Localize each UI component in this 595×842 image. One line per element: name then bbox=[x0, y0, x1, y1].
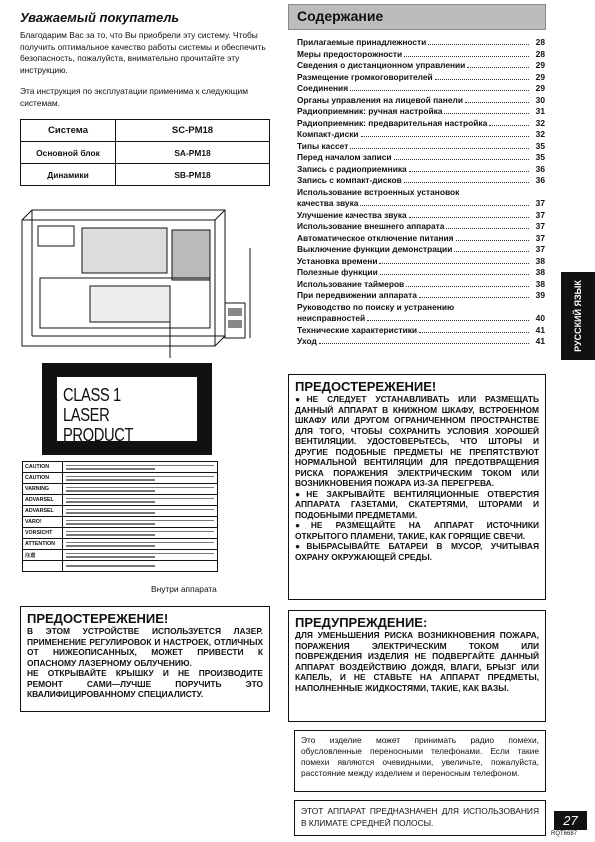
toc-leader bbox=[419, 291, 529, 298]
toc-item-label: Использование таймеров bbox=[297, 278, 405, 289]
toc-leader bbox=[350, 84, 529, 91]
toc-item-label: Запись с компакт-дисков bbox=[297, 175, 402, 185]
laser-label-line: CLASS 1 bbox=[63, 385, 121, 405]
table-row bbox=[21, 142, 270, 164]
caution-tag: VORSICHT bbox=[23, 528, 63, 539]
greeting-title: Уважаемый покупатель bbox=[20, 10, 180, 25]
toc-leader bbox=[404, 50, 529, 57]
toc-item bbox=[297, 325, 545, 337]
toc-item bbox=[297, 290, 545, 302]
toc-item bbox=[297, 152, 545, 164]
toc-item-page: 31 bbox=[535, 106, 545, 116]
toc-item bbox=[297, 37, 545, 49]
table-row bbox=[23, 506, 218, 517]
table-row bbox=[21, 164, 270, 186]
table-row bbox=[23, 539, 218, 550]
toc-item bbox=[297, 233, 545, 245]
document-code: RQT6687 bbox=[551, 831, 578, 837]
toc-leader bbox=[409, 165, 529, 172]
toc-leader bbox=[456, 234, 529, 241]
toc-item-label: Компакт-диски bbox=[297, 129, 359, 139]
table-cell: Динамики bbox=[21, 164, 116, 186]
toc-item bbox=[297, 302, 545, 314]
warning-title: ПРЕДОСТЕРЕЖЕНИЕ! bbox=[295, 379, 437, 394]
toc-item-page: 32 bbox=[535, 117, 545, 128]
table-row bbox=[23, 484, 218, 495]
language-tab bbox=[561, 272, 595, 360]
toc-item bbox=[297, 187, 545, 199]
toc-item-label: Использование встроенных установок bbox=[297, 186, 460, 197]
toc-item bbox=[297, 106, 545, 118]
warning-bullet: ●НЕ РАЗМЕЩАЙТЕ НА АППАРАТ ИСТОЧНИКИ ОТКРЫТОГО ПЛАМЕНИ, ТАКИЕ, КАК ГОРЯЩИЕ СВЕЧИ. bbox=[295, 520, 539, 541]
toc-item-page: 28 bbox=[535, 37, 545, 47]
table-cell: SB-PM18 bbox=[116, 164, 270, 186]
toc-item-page: 35 bbox=[535, 140, 545, 151]
toc-leader bbox=[380, 268, 529, 275]
caution-tag: ATTENTION bbox=[23, 539, 63, 550]
toc-leader bbox=[435, 73, 529, 80]
toc-item-page: 37 bbox=[535, 209, 545, 220]
toc-leader bbox=[465, 96, 529, 103]
toc-item bbox=[297, 129, 545, 141]
toc-leader bbox=[428, 38, 529, 45]
toc-item-label: Органы управления на лицевой панели bbox=[297, 94, 463, 105]
table-row bbox=[23, 550, 218, 561]
table-row bbox=[23, 495, 218, 506]
table-row bbox=[23, 528, 218, 539]
caution-tag: VARNING bbox=[23, 484, 63, 495]
caution-tag: ADVARSEL bbox=[23, 495, 63, 506]
toc-item-label: Сведения о дистанционном управлении bbox=[297, 60, 466, 70]
toc-item-label: Технические характеристики bbox=[297, 324, 418, 335]
toc-item-page: 29 bbox=[535, 83, 545, 93]
toc-item-label: Запись с радиоприемника bbox=[297, 163, 407, 174]
toc-title: Содержание bbox=[297, 8, 384, 24]
toc-item-page: 38 bbox=[535, 278, 545, 289]
toc-leader bbox=[444, 107, 529, 114]
warning-title: ПРЕДУПРЕЖДЕНИЕ: bbox=[295, 615, 428, 630]
toc-item-label: неисправностей bbox=[297, 313, 366, 323]
toc-item bbox=[297, 49, 545, 61]
laser-warning-box bbox=[20, 606, 270, 712]
warning-title: ПРЕДОСТЕРЕЖЕНИЕ! bbox=[27, 611, 169, 626]
toc-item-page: 38 bbox=[535, 255, 545, 266]
toc-leader bbox=[467, 61, 529, 68]
caution-tag: 注意 bbox=[23, 550, 63, 561]
laser-label-line: LASER PRODUCT bbox=[63, 405, 134, 445]
warning-paragraph: ДЛЯ УМЕНЬШЕНИЯ РИСКА ВОЗНИКНОВЕНИЯ ПОЖАРА, ПОРАЖЕНИЯ ЭЛЕКТРИЧЕСКИМ ТОКОМ ИЛИ ПОВРЕЖДЕНИЯ ИЗДЕЛИЯ НЕ ПОДВЕРГАЙТЕ ДАННЫЙ АППАРАТ ВОЗДЕЙСТВИЮ ДОЖДЯ, ВЛАГИ, БРЫЗГ ИЛИ КАПЕЛЬ, И НЕ СТАВЬТЕ НА АППАРАТ ПРЕДМЕТЫ, НАПОЛНЕННЫЕ ЖИДКОСТЯМИ, ТАКИЕ, КАК ВАЗЫ. bbox=[295, 630, 539, 693]
toc-item bbox=[297, 72, 545, 84]
toc-item bbox=[297, 221, 545, 233]
toc-item-label: Размещение громкоговорителей bbox=[297, 71, 433, 82]
toc-item-label: Использование внешнего аппарата bbox=[297, 221, 445, 231]
toc-item bbox=[297, 336, 545, 348]
warning-bullet: ●ВЫБРАСЫВАЙТЕ БАТАРЕИ В МУСОР, УЧИТЫВАЯ ОХРАНУ ОКРУЖАЮЩЕЙ СРЕДЫ. bbox=[295, 541, 539, 562]
table-of-contents bbox=[297, 37, 545, 348]
toc-item-label: Типы кассет bbox=[297, 140, 349, 151]
figure-caption: Внутри аппарата bbox=[151, 584, 217, 594]
table-cell: Основной блок bbox=[21, 142, 116, 164]
toc-leader bbox=[404, 176, 529, 183]
page-number: 27 bbox=[554, 811, 587, 830]
greeting-text: Благодарим Вас за то, что Вы приобрели эту систему. Чтобы получить оптимальное качество работы системы и обеспечить безопасность, пожалуйста, внимательно прочитайте эту инструкцию. bbox=[20, 30, 266, 75]
toc-item-page: 41 bbox=[535, 336, 545, 346]
toc-item bbox=[297, 256, 545, 268]
caution-tag: ADVARSEL bbox=[23, 506, 63, 517]
toc-item-page: 37 bbox=[535, 221, 545, 231]
toc-leader bbox=[367, 314, 529, 321]
toc-item bbox=[297, 175, 545, 187]
toc-item-label: Прилагаемые принадлежности bbox=[297, 37, 427, 47]
toc-item bbox=[297, 267, 545, 279]
toc-leader bbox=[409, 211, 529, 218]
toc-leader bbox=[394, 153, 529, 160]
toc-item bbox=[297, 164, 545, 176]
toc-item bbox=[297, 141, 545, 153]
table-row bbox=[23, 473, 218, 484]
toc-item-page: 36 bbox=[535, 163, 545, 174]
toc-item-label: Радиоприемник: ручная настройка bbox=[297, 106, 443, 116]
toc-leader bbox=[446, 222, 529, 229]
toc-item-page: 37 bbox=[535, 198, 545, 208]
table-row bbox=[23, 561, 218, 572]
toc-item-label: Автоматическое отключение питания bbox=[297, 232, 454, 243]
toc-item-page: 29 bbox=[535, 71, 545, 82]
toc-item-page: 35 bbox=[535, 152, 545, 162]
toc-item-page: 32 bbox=[535, 129, 545, 139]
caution-tag: VARO! bbox=[23, 517, 63, 528]
system-table bbox=[20, 119, 270, 186]
toc-item bbox=[297, 95, 545, 107]
toc-item bbox=[297, 244, 545, 256]
toc-leader bbox=[489, 119, 529, 126]
toc-leader bbox=[406, 280, 529, 287]
toc-item-page: 37 bbox=[535, 232, 545, 243]
language-tab-label: РУССКИЙ ЯЗЫК bbox=[573, 280, 583, 352]
toc-item-page: 29 bbox=[535, 60, 545, 70]
toc-item-label: качества звука bbox=[297, 198, 359, 208]
toc-leader bbox=[319, 337, 529, 344]
warning-bullet: ●НЕ СЛЕДУЕТ УСТАНАВЛИВАТЬ ИЛИ РАЗМЕЩАТЬ ДАННЫЙ АППАРАТ В КНИЖНОМ ШКАФУ, ВСТРОЕННОМ ШКАФУ ИЛИ ДРУГОМ ОГРАНИЧЕННОМ ПРОСТРАНСТВЕ ДЛЯ ТОГО, ЧТОБЫ СОХРАНИТЬ УСЛОВИЯ ХОРОШЕЙ ВЕНТИЛЯЦИИ. УДОСТОВЕРЬТЕСЬ, ЧТО ШТОРЫ И ДРУГИЕ ПОДОБНЫЕ ПРЕДМЕТЫ НЕ ПРЕПЯТСТВУЮТ НОРМАЛЬНОЙ ВЕНТИЛЯЦИИ ДЛЯ ПРЕДОТВРАЩЕНИЯ РИСКА ПОРАЖЕНИЯ ЭЛЕКТРИЧЕСКИМ ТОКОМ ИЛИ ВОЗНИКНОВЕНИЯ ПОЖАРА ИЗ-ЗА ПЕРЕГРЕВА. bbox=[295, 394, 539, 488]
toc-item-page: 41 bbox=[535, 324, 545, 335]
toc-item-page: 28 bbox=[535, 48, 545, 59]
toc-item-page: 36 bbox=[535, 175, 545, 185]
climate-note: ЭТОТ АППАРАТ ПРЕДНАЗНАЧЕН ДЛЯ ИСПОЛЬЗОВАНИЯ В КЛИМАТЕ СРЕДНЕЙ ПОЛОСЫ. bbox=[294, 800, 546, 836]
system-table-header: SC-PM18 bbox=[116, 120, 270, 142]
system-table-header-row bbox=[21, 120, 270, 142]
toc-leader bbox=[361, 130, 529, 137]
laser-class-label bbox=[42, 363, 212, 455]
warning-bullet: ●НЕ ЗАКРЫВАЙТЕ ВЕНТИЛЯЦИОННЫЕ ОТВЕРСТИЯ АППАРАТА ГАЗЕТАМИ, СКАТЕРТЯМИ, ШТОРАМИ И ПОДОБНЫМИ ПРЕДМЕТАМИ. bbox=[295, 488, 539, 520]
toc-item-label: Выключение функции демонстрации bbox=[297, 244, 453, 254]
toc-leader bbox=[419, 326, 529, 333]
toc-item bbox=[297, 83, 545, 95]
table-row bbox=[23, 462, 218, 473]
toc-item-label: Перед началом записи bbox=[297, 152, 392, 162]
toc-item-label: Установка времени bbox=[297, 255, 378, 266]
caution-tag: CAUTION bbox=[23, 462, 63, 473]
toc-item-page: 30 bbox=[535, 94, 545, 105]
toc-leader bbox=[379, 257, 529, 264]
moisture-warning-box bbox=[288, 610, 546, 722]
toc-banner bbox=[288, 4, 546, 30]
warning-paragraph: НЕ ОТКРЫВАЙТЕ КРЫШКУ И НЕ ПРОИЗВОДИТЕ РЕМОНТ САМИ—ЛУЧШЕ ПОРУЧИТЬ ЭТО КВАЛИФИЦИРОВАННОМУ СПЕЦИАЛИСТУ. bbox=[27, 668, 263, 699]
toc-item-page: 39 bbox=[535, 290, 545, 300]
warning-paragraph: В ЭТОМ УСТРОЙСТВЕ ИСПОЛЬЗУЕТСЯ ЛАЗЕР. ПРИМЕНЕНИЕ РЕГУЛИРОВОК И НАСТРОЕК, ОТЛИЧНЫХ ОТ НИЖЕОПИСАННЫХ, МОЖЕТ ПРИВЕСТИ К ОПАСНОМУ ЛАЗЕРНОМУ ОБЛУЧЕНИЮ. bbox=[27, 626, 263, 668]
toc-item bbox=[297, 313, 545, 325]
ventilation-warning-box bbox=[288, 374, 546, 600]
toc-leader bbox=[454, 245, 529, 252]
toc-leader bbox=[360, 199, 529, 206]
toc-item bbox=[297, 279, 545, 291]
toc-item bbox=[297, 210, 545, 222]
toc-item-label: При передвижении аппарата bbox=[297, 290, 417, 300]
toc-item-label: Меры предосторожности bbox=[297, 48, 403, 59]
scope-text: Эта инструкция по эксплуатации применима к следующим системам. bbox=[20, 86, 248, 108]
toc-item bbox=[297, 60, 545, 72]
toc-item bbox=[297, 198, 545, 210]
table-cell: SA-PM18 bbox=[116, 142, 270, 164]
toc-item-label: Радиоприемник: предварительная настройка bbox=[297, 117, 488, 128]
laser-caution-table bbox=[22, 461, 218, 572]
device-illustration bbox=[20, 208, 270, 358]
toc-item-label: Руководство по поиску и устранению bbox=[297, 301, 455, 312]
interference-note: Это изделие может принимать радио помехи, обусловленные переносными телефонами. Если такие помехи являются очевидными, увеличьте, пожалуйста, расстояние между изделием и переносным телефоном. bbox=[294, 730, 546, 792]
toc-item-label: Полезные функции bbox=[297, 267, 378, 277]
toc-item-page: 38 bbox=[535, 267, 545, 277]
toc-item-page: 40 bbox=[535, 313, 545, 323]
table-row bbox=[23, 517, 218, 528]
toc-item-page: 37 bbox=[535, 244, 545, 254]
toc-item-label: Уход bbox=[297, 336, 317, 346]
toc-item bbox=[297, 118, 545, 130]
toc-item-label: Соединения bbox=[297, 83, 349, 93]
caution-tag: CAUTION bbox=[23, 473, 63, 484]
toc-item-label: Улучшение качества звука bbox=[297, 209, 407, 220]
toc-leader bbox=[350, 142, 529, 149]
system-table-header: Система bbox=[21, 120, 116, 142]
caution-tag bbox=[23, 561, 63, 572]
